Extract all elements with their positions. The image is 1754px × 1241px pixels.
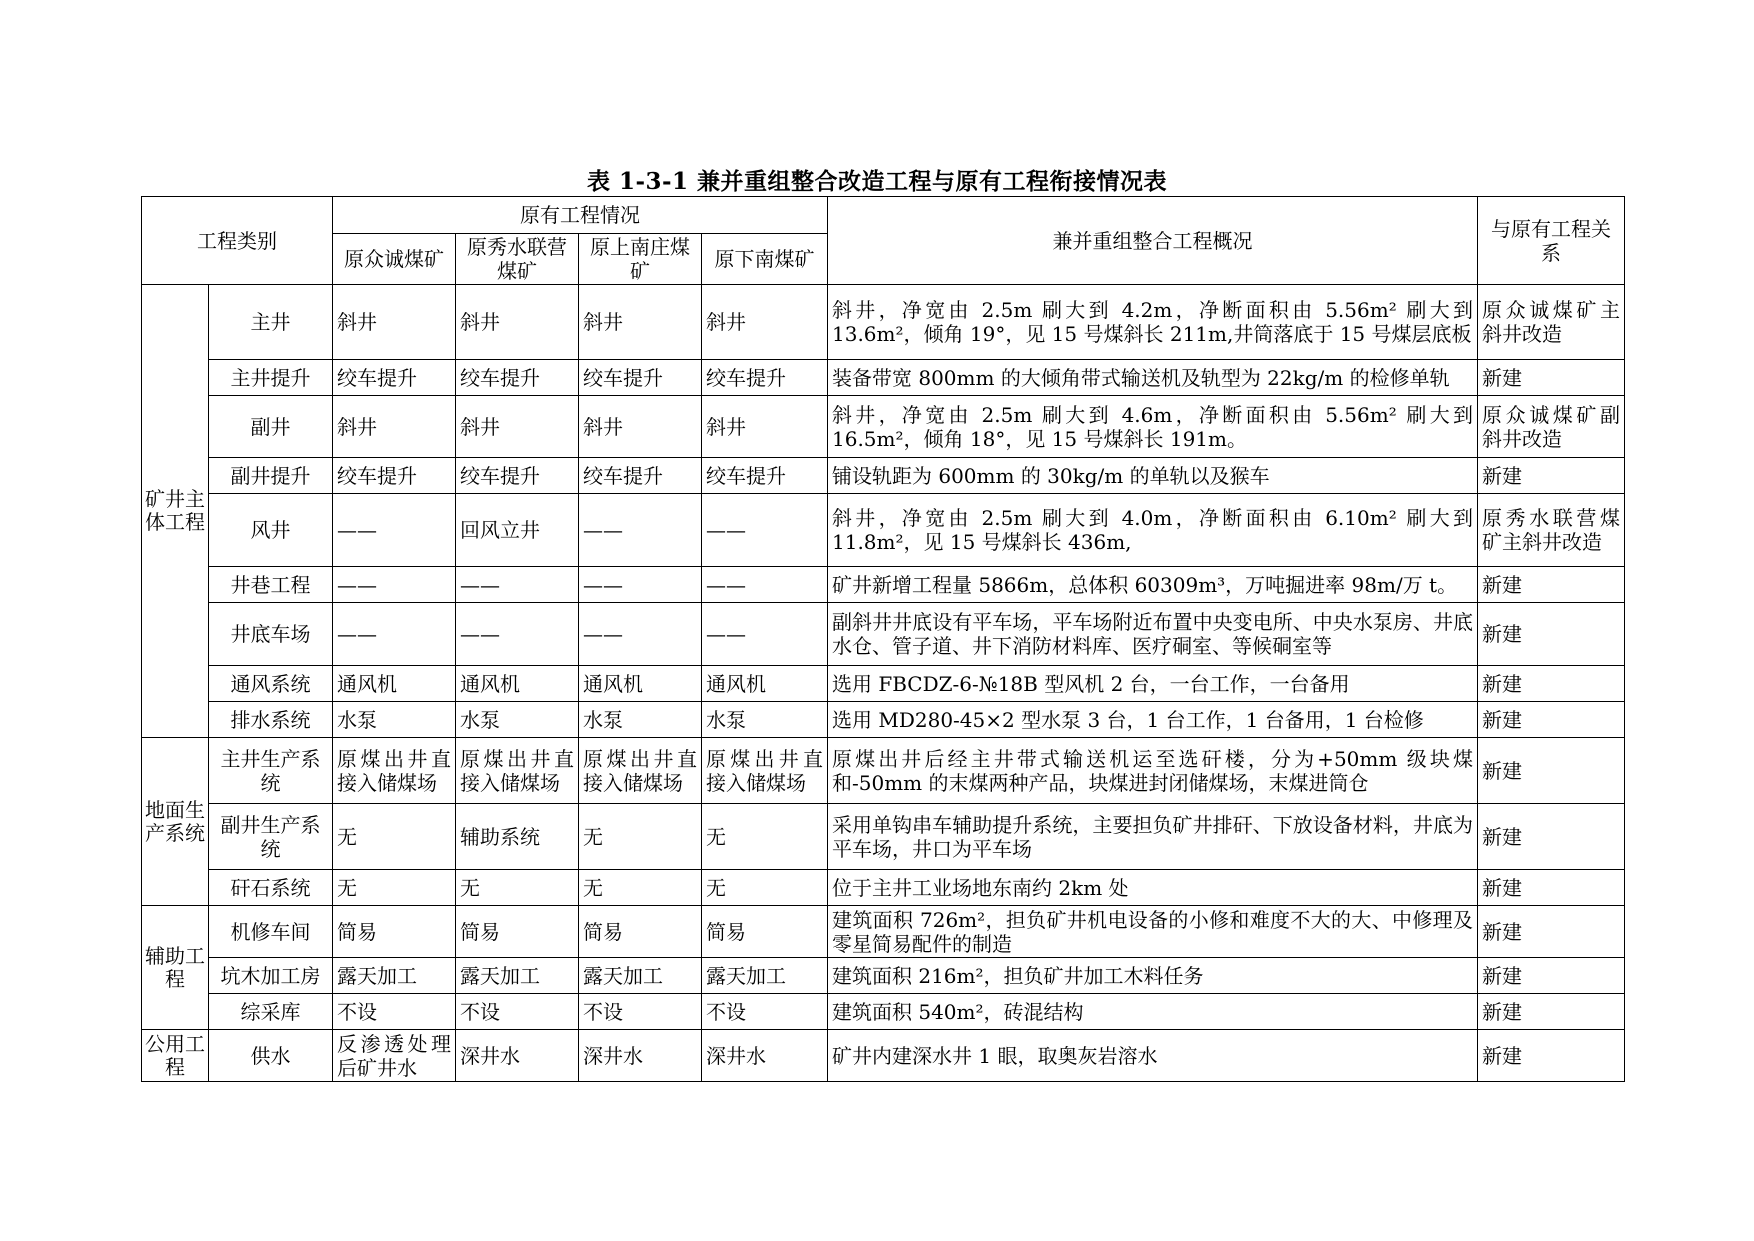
overview-cell: 副斜井井底设有平车场，平车场附近布置中央变电所、中央水泵房、井底水仓、管子道、井下消防材料库、医疗硐室、等候硐室等 [828,603,1478,666]
mine-3-cell: 无 [579,804,702,870]
mine-4-cell: —— [702,603,828,666]
overview-cell: 斜井，净宽由 2.5m 刷大到 4.6m，净断面积由 5.56m² 刷大到 16.5m²，倾角 18°，见 15 号煤斜长 191m。 [828,396,1478,458]
header-mine-3: 原上南庄煤矿 [579,234,702,285]
overview-cell: 建筑面积 726m²，担负矿井机电设备的小修和难度不大的大、中修理及零星简易配件的制造 [828,906,1478,958]
mine-4-cell: 无 [702,870,828,906]
mine-3-cell: 深井水 [579,1030,702,1082]
table-row [142,396,1625,458]
mine-1-cell: 无 [333,870,456,906]
mine-4-cell: 简易 [702,906,828,958]
mine-3-cell: 绞车提升 [579,458,702,494]
table-row [142,567,1625,603]
mine-3-cell: 不设 [579,994,702,1030]
relation-cell: 新建 [1478,567,1625,603]
mine-1-cell: 通风机 [333,666,456,702]
mine-3-cell: 绞车提升 [579,360,702,396]
relation-cell: 新建 [1478,804,1625,870]
mine-2-cell: 无 [456,870,579,906]
mine-2-cell: 通风机 [456,666,579,702]
group-name: 地面生产系统 [142,738,209,906]
relation-cell: 新建 [1478,702,1625,738]
table-title: 表 1-3-1 兼并重组整合改造工程与原有工程衔接情况表 [586,168,1168,195]
header-relation: 与原有工程关系 [1478,197,1625,285]
mine-3-cell: —— [579,494,702,567]
mine-1-cell: 无 [333,804,456,870]
header-original: 原有工程情况 [333,197,828,234]
item-name: 副井 [209,396,333,458]
relation-cell: 新建 [1478,360,1625,396]
mine-3-cell: —— [579,603,702,666]
mine-1-cell: —— [333,567,456,603]
mine-2-cell: 辅助系统 [456,804,579,870]
mine-4-cell: 不设 [702,994,828,1030]
overview-cell: 选用 MD280-45×2 型水泵 3 台，1 台工作，1 台备用，1 台检修 [828,702,1478,738]
item-name: 主井 [209,285,333,360]
overview-cell: 采用单钩串车辅助提升系统，主要担负矿井排矸、下放设备材料，井底为平车场，井口为平车场 [828,804,1478,870]
table-row [142,906,1625,958]
overview-cell: 选用 FBCDZ-6-№18B 型风机 2 台，一台工作，一台备用 [828,666,1478,702]
mine-3-cell: 原煤出井直接入储煤场 [579,738,702,804]
relation-cell: 新建 [1478,738,1625,804]
table-row [142,494,1625,567]
mine-2-cell: 原煤出井直接入储煤场 [456,738,579,804]
mine-3-cell: 水泵 [579,702,702,738]
mine-4-cell: 通风机 [702,666,828,702]
mine-2-cell: 斜井 [456,396,579,458]
item-name: 坑木加工房 [209,958,333,994]
header-mine-4: 原下南煤矿 [702,234,828,285]
mine-3-cell: 斜井 [579,396,702,458]
mine-1-cell: 不设 [333,994,456,1030]
mine-2-cell: 绞车提升 [456,458,579,494]
relation-cell: 新建 [1478,666,1625,702]
overview-cell: 矿井新增工程量 5866m，总体积 60309m³，万吨掘进率 98m/万 t。 [828,567,1478,603]
mine-2-cell: 简易 [456,906,579,958]
overview-cell: 原煤出井后经主井带式输送机运至选矸楼，分为+50mm 级块煤和-50mm 的末煤两种产品，块煤进封闭储煤场，末煤进筒仓 [828,738,1478,804]
overview-cell: 斜井，净宽由 2.5m 刷大到 4.2m，净断面积由 5.56m² 刷大到 13.6m²，倾角 19°，见 15 号煤斜长 211m,井筒落底于 15 号煤层底板 [828,285,1478,360]
table-row [142,666,1625,702]
table-row [142,738,1625,804]
table-row [142,603,1625,666]
mine-4-cell: 绞车提升 [702,360,828,396]
mine-4-cell: 斜井 [702,285,828,360]
item-name: 机修车间 [209,906,333,958]
table-row [142,870,1625,906]
item-name: 矸石系统 [209,870,333,906]
mine-3-cell: —— [579,567,702,603]
relation-cell: 原众诚煤矿主斜井改造 [1478,285,1625,360]
header-overview: 兼并重组整合工程概况 [828,197,1478,285]
header-mine-1: 原众诚煤矿 [333,234,456,285]
relation-cell: 新建 [1478,906,1625,958]
mine-3-cell: 露天加工 [579,958,702,994]
mine-4-cell: 原煤出井直接入储煤场 [702,738,828,804]
table-row [142,285,1625,360]
mine-1-cell: 简易 [333,906,456,958]
mine-1-cell: 斜井 [333,285,456,360]
mine-2-cell: 不设 [456,994,579,1030]
relation-cell: 新建 [1478,958,1625,994]
relation-cell: 新建 [1478,1030,1625,1082]
item-name: 排水系统 [209,702,333,738]
group-name: 矿井主体工程 [142,285,209,738]
mine-3-cell: 简易 [579,906,702,958]
group-name: 辅助工程 [142,906,209,1030]
relation-cell: 原众诚煤矿副斜井改造 [1478,396,1625,458]
mine-3-cell: 无 [579,870,702,906]
connection-table [141,196,1625,1082]
mine-2-cell: 斜井 [456,285,579,360]
overview-cell: 位于主井工业场地东南约 2km 处 [828,870,1478,906]
mine-1-cell: —— [333,603,456,666]
table-row [142,702,1625,738]
mine-3-cell: 通风机 [579,666,702,702]
group-name: 公用工程 [142,1030,209,1082]
table-row [142,958,1625,994]
mine-1-cell: 斜井 [333,396,456,458]
relation-cell: 新建 [1478,870,1625,906]
mine-1-cell: 原煤出井直接入储煤场 [333,738,456,804]
overview-cell: 斜井，净宽由 2.5m 刷大到 4.0m，净断面积由 6.10m² 刷大到 11.8m²，见 15 号煤斜长 436m, [828,494,1478,567]
item-name: 供水 [209,1030,333,1082]
overview-cell: 装备带宽 800mm 的大倾角带式输送机及轨型为 22kg/m 的检修单轨 [828,360,1478,396]
table-row [142,360,1625,396]
item-name: 综采库 [209,994,333,1030]
mine-4-cell: 斜井 [702,396,828,458]
mine-1-cell: 反渗透处理后矿井水 [333,1030,456,1082]
mine-1-cell: —— [333,494,456,567]
item-name: 井巷工程 [209,567,333,603]
overview-cell: 铺设轨距为 600mm 的 30kg/m 的单轨以及猴车 [828,458,1478,494]
relation-cell: 新建 [1478,994,1625,1030]
mine-1-cell: 水泵 [333,702,456,738]
mine-4-cell: 无 [702,804,828,870]
mine-2-cell: 露天加工 [456,958,579,994]
overview-cell: 矿井内建深水井 1 眼，取奥灰岩溶水 [828,1030,1478,1082]
mine-2-cell: —— [456,603,579,666]
mine-4-cell: 绞车提升 [702,458,828,494]
item-name: 通风系统 [209,666,333,702]
mine-1-cell: 绞车提升 [333,458,456,494]
item-name: 副井提升 [209,458,333,494]
mine-4-cell: —— [702,494,828,567]
header-mine-2: 原秀水联营煤矿 [456,234,579,285]
item-name: 风井 [209,494,333,567]
mine-2-cell: —— [456,567,579,603]
item-name: 主井生产系统 [209,738,333,804]
relation-cell: 新建 [1478,458,1625,494]
mine-4-cell: 水泵 [702,702,828,738]
item-name: 主井提升 [209,360,333,396]
mine-4-cell: 深井水 [702,1030,828,1082]
mine-4-cell: —— [702,567,828,603]
mine-4-cell: 露天加工 [702,958,828,994]
mine-2-cell: 绞车提升 [456,360,579,396]
overview-cell: 建筑面积 216m²，担负矿井加工木料任务 [828,958,1478,994]
mine-2-cell: 回风立井 [456,494,579,567]
relation-cell: 新建 [1478,603,1625,666]
table-row [142,804,1625,870]
overview-cell: 建筑面积 540m²，砖混结构 [828,994,1478,1030]
item-name: 井底车场 [209,603,333,666]
relation-cell: 原秀水联营煤矿主斜井改造 [1478,494,1625,567]
table-row [142,994,1625,1030]
table-row [142,458,1625,494]
mine-1-cell: 露天加工 [333,958,456,994]
mine-1-cell: 绞车提升 [333,360,456,396]
mine-2-cell: 水泵 [456,702,579,738]
mine-2-cell: 深井水 [456,1030,579,1082]
item-name: 副井生产系统 [209,804,333,870]
header-category: 工程类别 [142,197,333,285]
mine-3-cell: 斜井 [579,285,702,360]
table-row [142,1030,1625,1082]
